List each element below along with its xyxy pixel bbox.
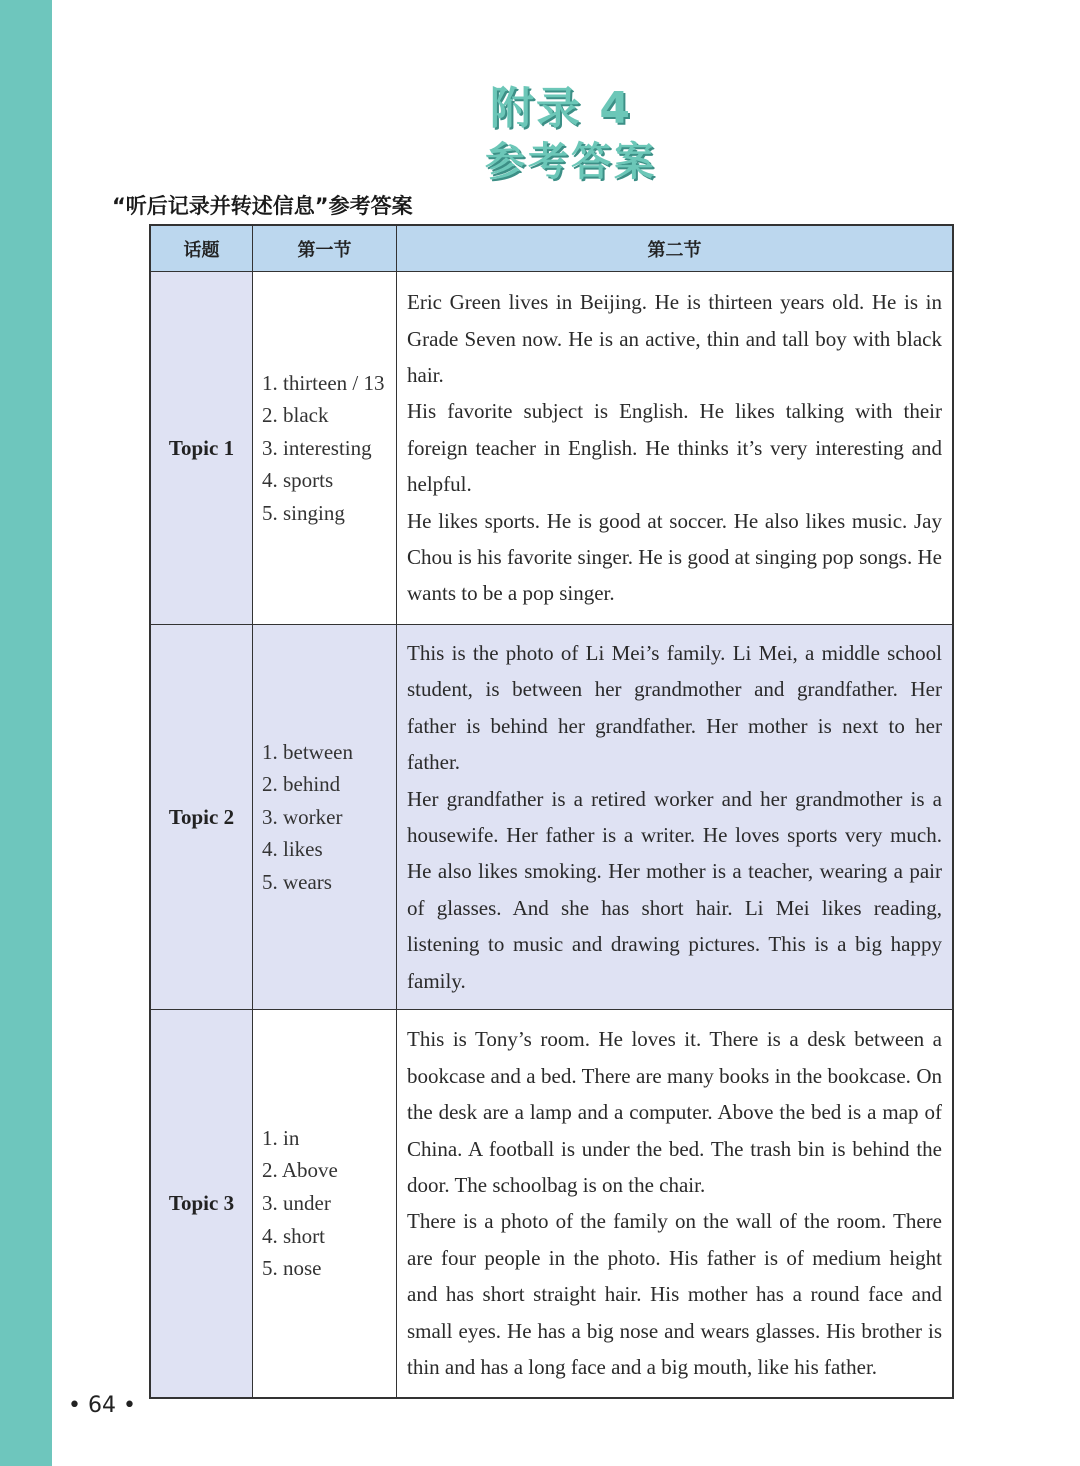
answer-table [149,224,954,1399]
answer-item: 3. worker [262,804,343,829]
table-row [150,272,953,625]
answer-item: 2. black [262,403,329,428]
column-header-topic: 话题 [150,225,253,272]
passage-cell [397,625,954,1010]
column-header-part-two: 第二节 [397,225,954,272]
appendix-title: 附录 4 [490,83,632,134]
topic-cell: Topic 1 [150,272,253,625]
answers-cell [253,272,397,625]
answer-item: 4. short [262,1223,325,1248]
answer-item: 1. in [262,1125,300,1150]
passage-paragraph: This is Tony’s room. He loves it. There is a desk between a bookcase and a bed. There are many books in the bookcase. On the desk are a lamp and a computer. Above the bed is a map of China. A football is under the bed. The trash bin is behind the door. The schoolbag is on the chair. [407,1027,942,1197]
answer-item: 1. thirteen / 13 [262,370,385,395]
column-header-part-one: 第一节 [253,225,397,272]
topic-cell: Topic 3 [150,1010,253,1398]
passage-cell [397,272,954,625]
answer-item: 4. sports [262,468,334,493]
answer-item: 5. nose [262,1256,322,1281]
table-row [150,625,953,1010]
answer-item: 3. interesting [262,435,372,460]
answer-item: 5. wears [262,869,332,894]
answer-item: 4. likes [262,837,323,862]
table-header-row [150,225,953,272]
answer-item: 1. between [262,739,353,764]
topic-cell: Topic 2 [150,625,253,1010]
answer-item: 5. singing [262,500,345,525]
answer-item: 3. under [262,1191,331,1216]
passage-cell [397,1010,954,1398]
answer-item: 2. behind [262,772,341,797]
answer-item: 2. Above [262,1158,338,1183]
passage-paragraph: His favorite subject is English. He likes talking with their foreign teacher in English. He thinks it’s very interesting and helpful. [407,399,942,497]
table-row [150,1010,953,1398]
answers-cell [253,625,397,1010]
passage-paragraph: This is the photo of Li Mei’s family. Li Mei, a middle school student, is between her grandmother and grandfather. Her father is behind her grandfather. Her mother is next to her father. [407,641,942,775]
answers-cell [253,1010,397,1398]
passage-paragraph: Her grandfather is a retired worker and her grandmother is a housewife. Her father is a writer. He loves sports very much. He also likes smoking. Her mother is a teacher, wearing a pair of glasses. And she has short hair. Li Mei likes reading, listening to music and drawing pictures. This is a big happy family. [407,786,942,993]
passage-paragraph: There is a photo of the family on the wall of the room. There are four people in the photo. His father is of medium height and has short straight hair. His mother has a round face and small eyes. He has a big nose and wears glasses. His brother is thin and has a long face and a big mouth, like his father. [407,1209,942,1379]
passage-paragraph: He likes sports. He is good at soccer. He also likes music. Jay Chou is his favorite singer. He is good at singing pop songs. He wants to be a pop singer. [407,508,942,606]
answers-subtitle: 参考答案 [485,139,657,185]
page-number: • 64 • [68,1393,136,1418]
passage-paragraph: Eric Green lives in Beijing. He is thirteen years old. He is in Grade Seven now. He is an active, thin and tall boy with black hair. [407,290,942,387]
side-color-band [0,0,52,1466]
section-heading: “听后记录并转述信息”参考答案 [112,194,413,218]
